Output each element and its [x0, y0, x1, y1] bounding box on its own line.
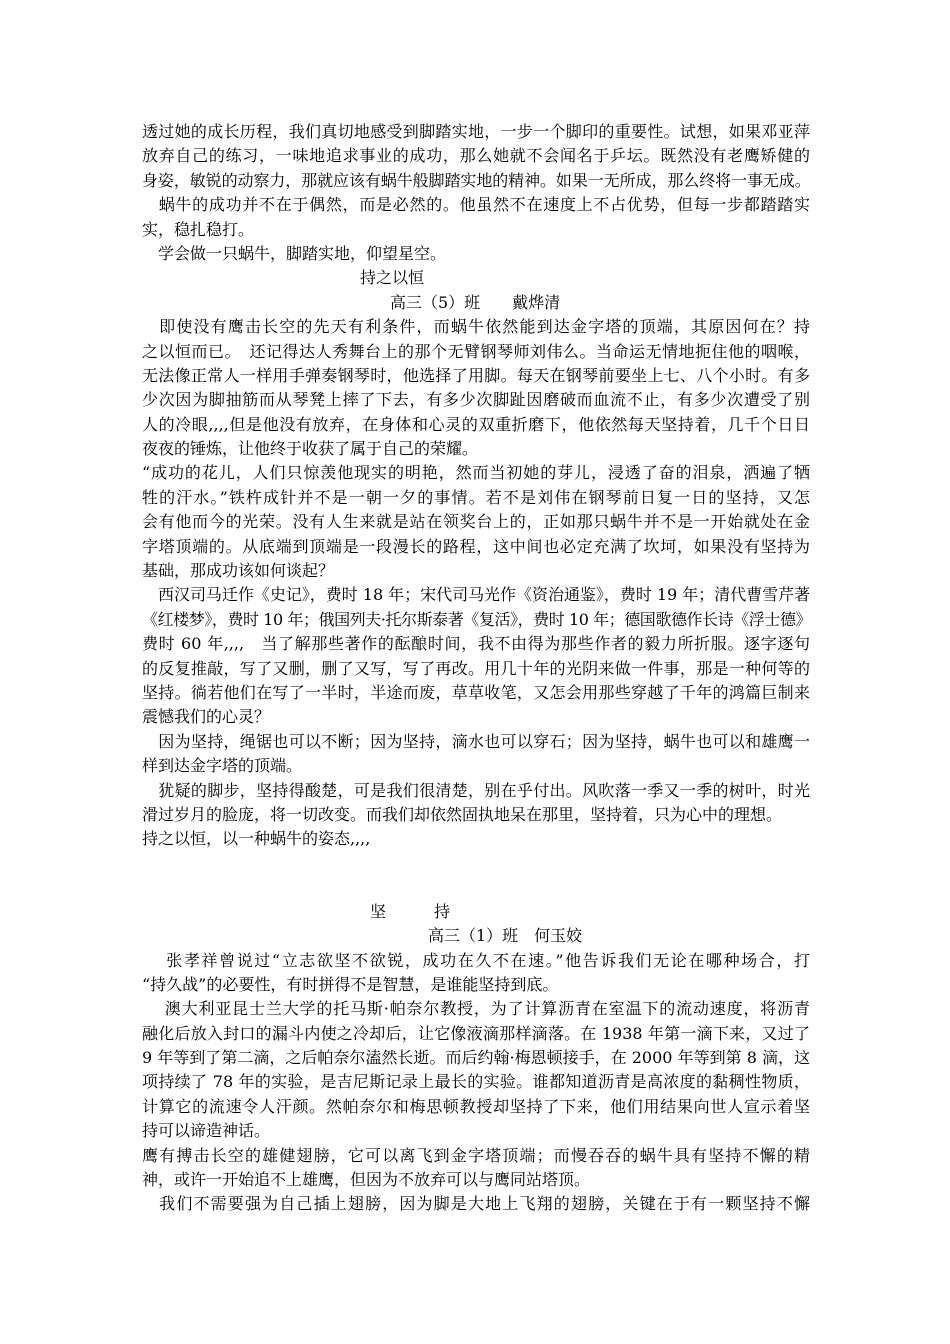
- paragraph-line: 放弃自己的练习，一味地追求事业的成功，那么她就不会闻名于乒坛。既然没有老鹰矫健的: [142, 146, 810, 166]
- essay-3: [142, 900, 810, 1217]
- essay-title: 持之以恒: [360, 268, 425, 288]
- paragraph-line: 项持续了 78 年的实验，是吉尼斯记录上最长的实验。谁都知道沥青是高浓度的黏稠性物质，: [142, 1072, 810, 1092]
- document-page: [142, 120, 810, 1217]
- paragraph-line: 9 年等到了第二滴，之后帕奈尔溘然长逝。而后约翰·梅恩顿接手，在 2000 年等到第 8 滴，这: [142, 1048, 810, 1068]
- paragraph-line: 少次因为脚抽筋而从琴凳上摔了下去，有多少次脚趾因磨破而血流不止，有多少次遭受了别: [142, 390, 810, 410]
- essay-1-tail: [142, 120, 810, 266]
- paragraph-line: 无法像正常人一样用手弹奏钢琴时，他选择了用脚。每天在钢琴前要坐上七、八个小时。有多: [142, 365, 810, 385]
- paragraph-line: 犹疑的脚步，坚持得酸楚，可是我们很清楚，别在乎付出。风吹落一季又一季的树叶，时光: [142, 780, 810, 800]
- essay-byline: 高三（1）班 何玉姣: [428, 926, 583, 946]
- paragraph-line: 人的冷眼,,,,但是他没有放弃，在身体和心灵的双重折磨下，他依然每天坚持着，几千个日日: [142, 414, 810, 434]
- paragraph-line: “持久战”的必要性，有时拼得不是智慧，是谁能坚持到底。: [142, 974, 559, 994]
- paragraph-line: 之以恒而已。 还记得达人秀舞台上的那个无臂钢琴师刘伟么。当命运无情地扼住他的咽喉，: [142, 341, 810, 361]
- section-gap: [142, 852, 810, 900]
- paragraph-line: 震憾我们的心灵？: [142, 707, 271, 727]
- paragraph-line: 坚持。徜若他们在写了一半时，半途而废，草草收笔，又怎会用那些穿越了千年的鸿篇巨制来: [142, 682, 810, 702]
- paragraph-line: “成功的花儿，人们只惊羡他现实的明艳，然而当初她的芽儿，浸透了奋的泪泉，洒遍了牺: [142, 463, 810, 483]
- paragraph-line: 因为坚持，绳锯也可以不断；因为坚持，滴水也可以穿石；因为坚持，蜗牛也可以和雄鹰一: [142, 731, 810, 751]
- essay-2: [142, 266, 810, 851]
- paragraph-line: 身姿，敏锐的动察力，那就应该有蜗牛般脚踏实地的精神。如果一无所成，那么终将一事无成。: [142, 170, 811, 190]
- paragraph-line: 我们不需要强为自己插上翅膀，因为脚是大地上飞翔的翅膀，关键在于有一颗坚持不懈: [142, 1194, 810, 1214]
- paragraph-line: 学会做一只蜗牛，脚踏实地，仰望星空。: [142, 243, 447, 263]
- paragraph-line: 融化后放入封口的漏斗内使之冷却后，让它像液滴那样滴落。在 1938 年第一滴下来，又过了: [142, 1023, 810, 1043]
- paragraph-line: 透过她的成长历程，我们真切地感受到脚踏实地，一步一个脚印的重要性。试想，如果邓亚萍: [142, 122, 810, 141]
- paragraph-line: 会有他而今的光荣。没有人生来就是站在领奖台上的，正如那只蜗牛并不是一开始就处在金: [142, 512, 810, 532]
- paragraph-line: 神，或许一开始追不上雄鹰，但因为不放弃可以与鹰同站塔顶。: [142, 1170, 591, 1190]
- essay-title: 坚 持: [370, 901, 451, 921]
- paragraph-line: 持可以谛造神话。: [142, 1121, 271, 1141]
- paragraph-line: 持之以恒，以一种蜗牛的姿态,,,,: [142, 829, 371, 849]
- paragraph-line: 澳大利亚昆士兰大学的托马斯·帕奈尔教授，为了计算沥青在室温下的流动速度，将沥青: [142, 999, 810, 1019]
- paragraph-line: 《红楼梦》，费时 10 年；俄国列夫·托尔斯泰著《复活》，费时 10 年；德国歌德作长诗《浮士德》: [142, 609, 812, 629]
- paragraph-line: 基础，那成功该如何谈起？: [142, 561, 335, 581]
- paragraph-line: 样到达金字塔的顶端。: [142, 756, 303, 776]
- paragraph-line: 费时 60 年,,,, 当了解那些著作的酝酿时间，我不由得为那些作者的毅力所折服。逐字逐句: [142, 634, 810, 654]
- paragraph-line: 即使没有鹰击长空的先天有利条件，而蜗牛依然能到达金字塔的顶端，其原因何在？持: [142, 317, 810, 337]
- paragraph-line: 西汉司马迁作《史记》，费时 18 年；宋代司马光作《资治通鉴》，费时 19 年；清代曹雪芹著: [142, 585, 811, 605]
- paragraph-line: 蜗牛的成功并不在于偶然，而是必然的。他虽然不在速度上不占优势，但每一步都踏踏实: [142, 195, 810, 215]
- paragraph-line: 的反复推敲，写了又删，删了又写，写了再改。用几十年的光阴来做一件事，那是一种何等的: [142, 658, 810, 678]
- paragraph-line: 计算它的流速令人汗颜。然帕奈尔和梅思顿教授却坚持了下来，他们用结果向世人宣示着坚: [142, 1096, 810, 1116]
- paragraph-line: 实，稳扎稳打。: [142, 219, 255, 239]
- paragraph-line: 滑过岁月的脸庞，将一切改变。而我们却依然固执地呆在那里，坚持着，只为心中的理想。: [142, 804, 783, 824]
- essay-byline: 高三（5）班 戴烨清: [390, 292, 561, 312]
- paragraph-line: 张孝祥曾说过“立志欲坚不欲锐，成功在久不在速。”他告诉我们无论在哪种场合，打: [142, 950, 810, 970]
- paragraph-line: 夜夜的锤炼，让他终于收获了属于自己的荣耀。: [142, 439, 479, 459]
- paragraph-line: 字塔顶端的。从底端到顶端是一段漫长的路程，这中间也必定充满了坎坷，如果没有坚持为: [142, 536, 810, 556]
- paragraph-line: 鹰有搏击长空的雄健翅膀，它可以离飞到金字塔顶端；而慢吞吞的蜗牛具有坚持不懈的精: [142, 1145, 810, 1165]
- paragraph-line: 牲的汗水。”铁杵成针并不是一朝一夕的事情。若不是刘伟在钢琴前日复一日的坚持，又怎: [142, 487, 810, 507]
